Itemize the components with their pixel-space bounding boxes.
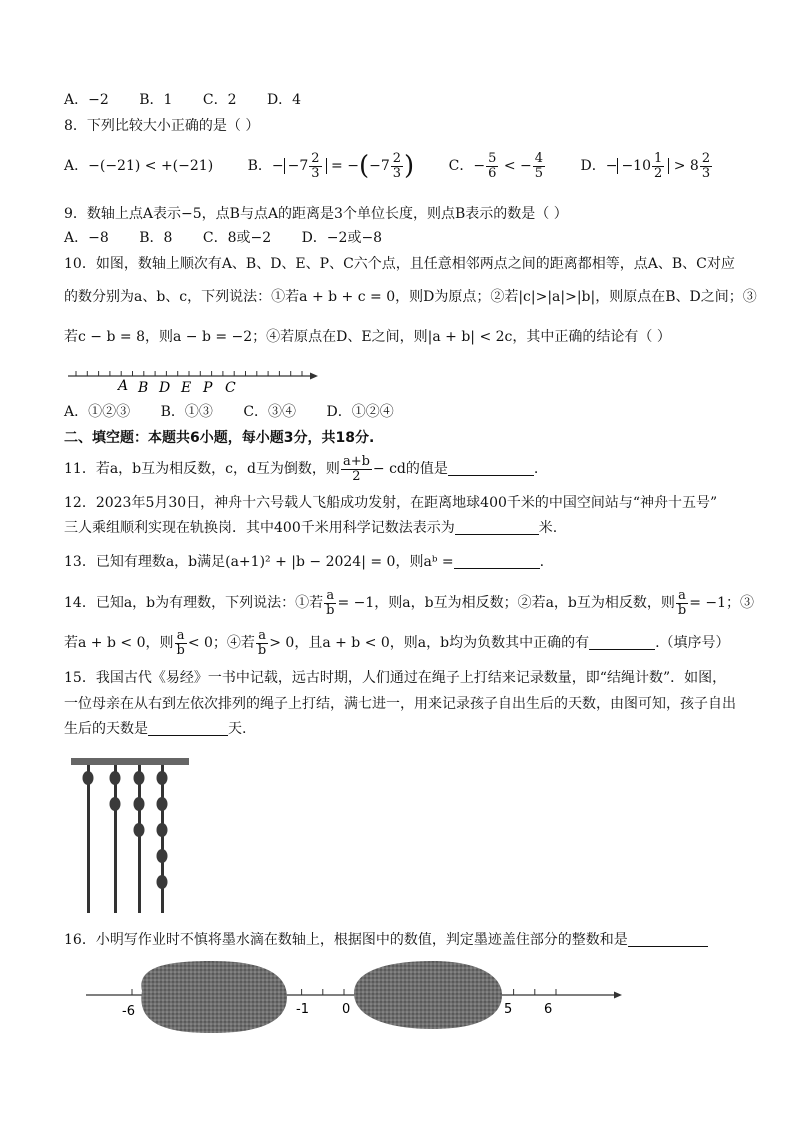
- rope-4-knot: [157, 797, 168, 811]
- q11: 11．若a，b互为相反数，c，d互为倒数，则 $\frac{a+b}{2}$ − cd的值是 .: [64, 453, 539, 484]
- q7-options: [64, 90, 327, 110]
- q14-answer-blank[interactable]: [589, 635, 655, 650]
- q9-option-d: D．−2或−8: [301, 230, 383, 246]
- q16-label-0: 0: [342, 1002, 351, 1017]
- q10-number-line: [66, 354, 326, 396]
- q12-line-2: 三人乘组顺利实现在轨换岗．其中400千米用科学记数法表示为 米.: [64, 520, 558, 536]
- q16-label-minus-6: -6: [122, 1004, 135, 1019]
- q16: 16．小明写作业时不慎将墨水滴在数轴上，根据图中的数值，判定墨迹盖住部分的整数和是: [64, 930, 708, 950]
- q8-option-d: D．− −10 $\frac{1}{2}$ > 8 $\frac{2}{3}$: [580, 150, 711, 181]
- rope-3-knot: [134, 797, 145, 811]
- rope-3: [138, 765, 141, 913]
- rope-3-knot: [134, 771, 145, 785]
- q10-point-e-label: E: [181, 380, 192, 396]
- q10-option-a: A．①②③: [64, 404, 131, 420]
- q16-label-6: 6: [544, 1002, 553, 1017]
- q14-line-1: 14．已知a，b为有理数，下列说法：①若 $\frac{a}{b}$ = −1，则a，b互为相反数；②若a，b互为相反数，则 $\frac{a}{b}$ = −1；③: [64, 587, 755, 618]
- rope-4-knot: [157, 771, 168, 785]
- q9-stem: 9．数轴上点A表示−5，点B与点A的距离是3个单位长度，则点B表示的数是（ ）: [64, 206, 568, 222]
- rope-2-knot: [110, 771, 121, 785]
- rope-2-knot: [110, 797, 121, 811]
- q10-line-3: 若c − b = 8，则a − b = −2；④若原点在D、E之间，则|a + b| < 2c，其中正确的结论有（ ）: [64, 329, 671, 345]
- q10-option-c: C．③④: [243, 404, 297, 420]
- q7-option-c: C．2: [202, 92, 237, 108]
- q12-answer-blank[interactable]: [455, 520, 539, 535]
- q9-options: [64, 228, 408, 248]
- q8-stem: 8．下列比较大小正确的是（ ）: [64, 118, 260, 134]
- rope-4-knot: [157, 875, 168, 889]
- q10-option-b: B．①③: [160, 404, 213, 420]
- q11-answer-blank[interactable]: [448, 461, 534, 476]
- q16-axis-arrow: [614, 992, 622, 999]
- q9-option-a: A．−8: [64, 230, 109, 246]
- q15-line-3: 生后的天数是 天.: [64, 721, 247, 737]
- rope-4-knot: [157, 823, 168, 837]
- ink-blot-right: [354, 961, 502, 1029]
- q15-line-2: 一位母亲在从右到左依次排列的绳子上打结，满七进一，用来记录孩子自出生后的天数，由图可知，孩子自出: [64, 696, 736, 712]
- q9-option-c: C．8或−2: [202, 230, 272, 246]
- q10-axis-ticks: [76, 371, 302, 376]
- q10-option-d: D．①②④: [326, 404, 394, 420]
- q7-option-b: B．1: [139, 92, 173, 108]
- q15-answer-blank[interactable]: [148, 721, 228, 736]
- q13-answer-blank[interactable]: [454, 554, 540, 569]
- knot-rope-figure: [68, 752, 196, 918]
- rope-2: [114, 765, 117, 913]
- q8-option-b: B．− −7 $\frac{2}{3}$ = −(−7 $\frac{2}{3}$ ): [247, 150, 415, 181]
- rope-4-knot: [157, 849, 168, 863]
- q16-answer-blank[interactable]: [628, 932, 708, 947]
- q15-line-1: 15．我国古代《易经》一书中记载，远古时期，人们通过在绳子上打结来记录数量，即“结绳计数”．如图，: [64, 670, 727, 686]
- ink-blot-left: [141, 961, 287, 1033]
- q7-option-d: D．4: [266, 92, 302, 108]
- q13: 13．已知有理数a，b满足(a+1)² + |b − 2024| = 0，则aᵇ = .: [64, 554, 545, 570]
- q16-label-minus-1: -1: [296, 1002, 309, 1017]
- q10-line-2: 的数分别为a、b、c，下列说法：①若a + b + c = 0，则D为原点；②若|c|>|a|>|b|，则原点在B、D之间；③: [64, 289, 757, 305]
- q8-option-a: A．−(−21) < +(−21): [64, 158, 214, 174]
- q10-axis-arrow: [310, 373, 318, 380]
- rope-top-bar: [71, 758, 189, 765]
- q10-point-p-label: P: [203, 380, 213, 396]
- q9-option-b: B．8: [139, 230, 173, 246]
- q10-options: [64, 402, 420, 422]
- rope-1: [87, 765, 90, 913]
- rope-4: [161, 765, 164, 913]
- q12-line-1: 12．2023年5月30日，神舟十六号载人飞船成功发射，在距离地球400千米的中国空间站与“神舟十五号”: [64, 495, 718, 511]
- q14-line-2: 若a + b < 0，则 $\frac{a}{b}$ < 0；④若 $\frac{a}{b}$ > 0，且a + b < 0，则a，b均为负数其中正确的有 .（填序号）: [64, 627, 730, 658]
- q10-point-b-label: B: [138, 380, 149, 396]
- q8-option-c: C．− $\frac{5}{6}$ < − $\frac{4}{5}$: [448, 150, 544, 181]
- q8-options: [64, 150, 713, 182]
- rope-3-knot: [134, 823, 145, 837]
- q7-option-a: A．−2: [64, 92, 109, 108]
- q10-point-a-label: A: [118, 378, 129, 394]
- q10-point-c-label: C: [225, 380, 236, 396]
- q10-point-d-label: D: [159, 380, 171, 396]
- section-2-heading: 二、填空题：本题共6小题，每小题3分，共18分.: [64, 430, 375, 446]
- rope-1-knot: [83, 771, 94, 785]
- q16-number-line: [82, 955, 630, 1039]
- q10-line-1: 10．如图，数轴上顺次有A、B、D、E、P、C六个点，且任意相邻两点之间的距离都相等，点A、B、C对应: [64, 256, 735, 272]
- q16-label-5: 5: [504, 1002, 513, 1017]
